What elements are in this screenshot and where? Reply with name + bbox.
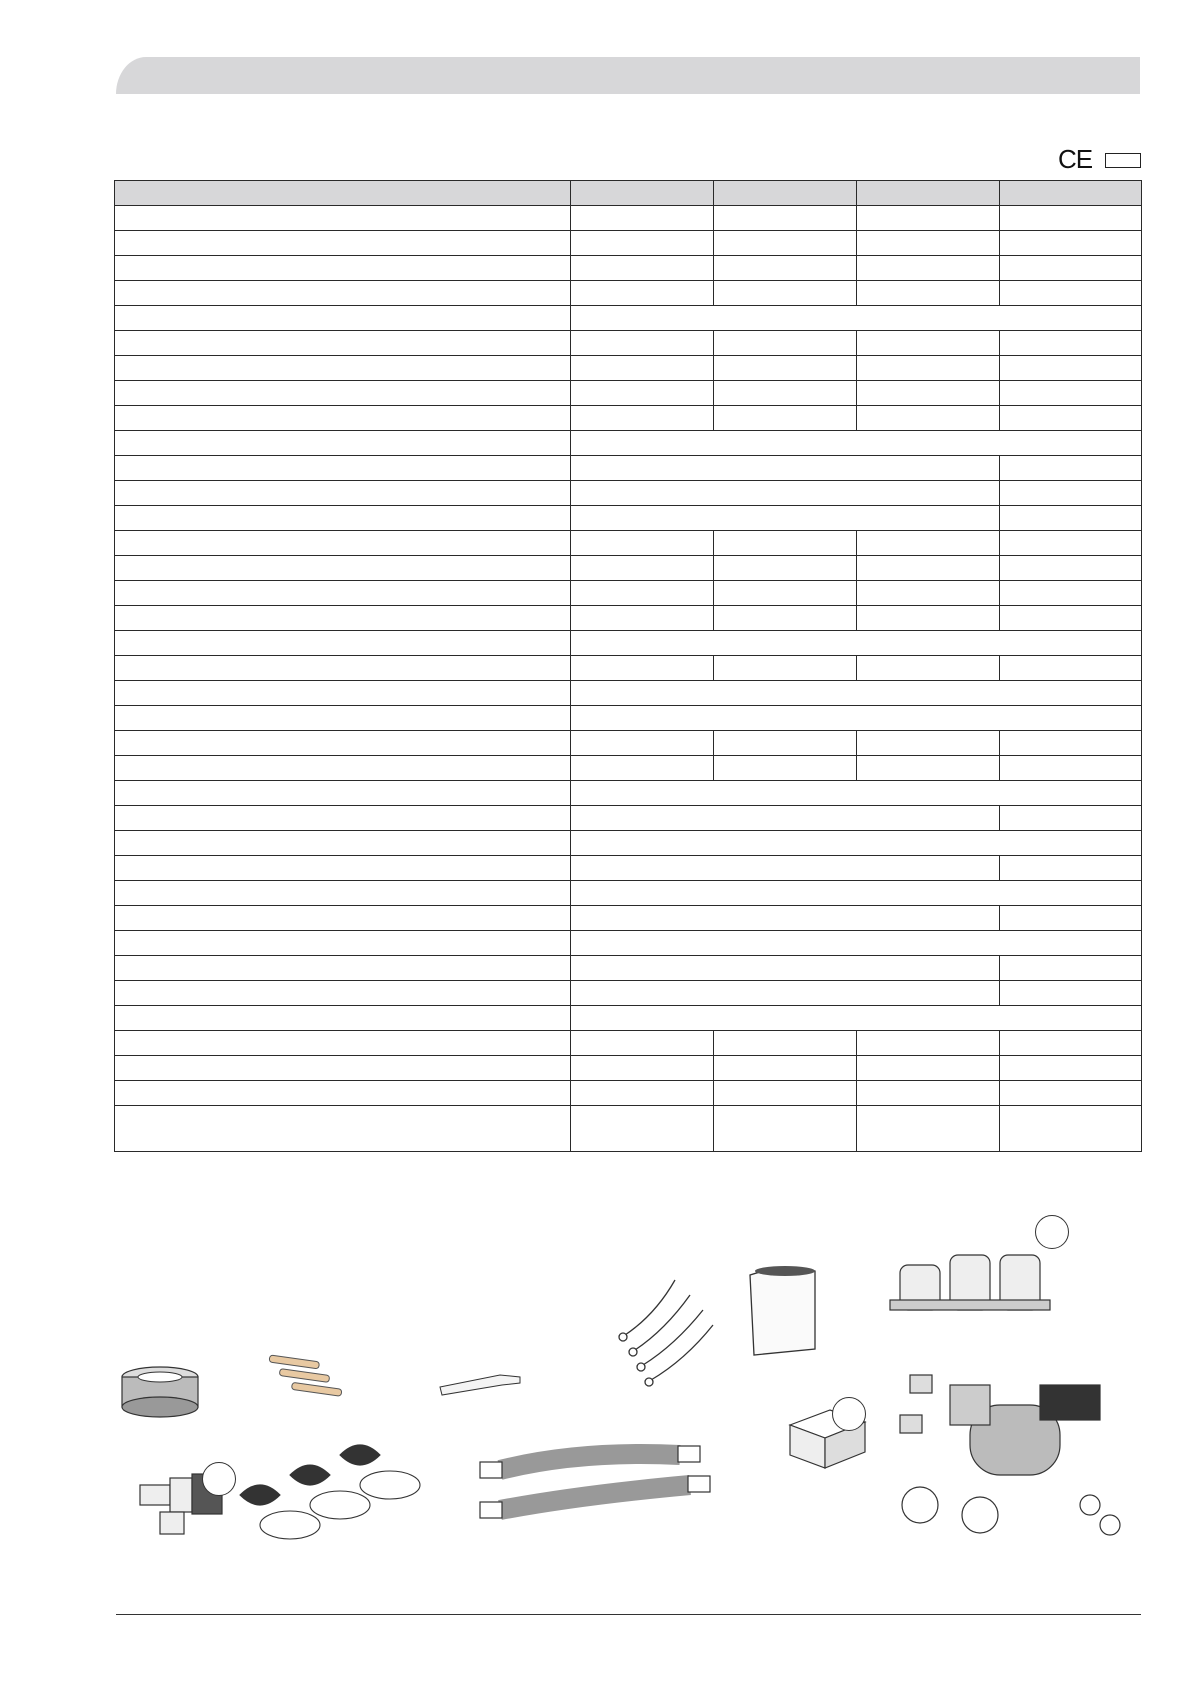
value-cell xyxy=(1000,381,1142,406)
value-cell xyxy=(1000,331,1142,356)
table-row xyxy=(115,506,1142,531)
value-cell-merged xyxy=(571,906,1000,931)
value-cell xyxy=(1000,581,1142,606)
value-cell xyxy=(1000,906,1142,931)
table-row xyxy=(115,856,1142,881)
value-cell-merged xyxy=(571,781,1142,806)
table-row xyxy=(115,456,1142,481)
table-row xyxy=(115,881,1142,906)
cable-ties-icon xyxy=(269,1355,342,1396)
row-label-cell xyxy=(115,331,571,356)
row-label-cell xyxy=(115,431,571,456)
value-cell xyxy=(571,331,714,356)
value-cell xyxy=(1000,956,1142,981)
value-cell xyxy=(857,356,1000,381)
value-cell xyxy=(1000,356,1142,381)
row-label-cell xyxy=(115,181,571,206)
row-label-cell xyxy=(115,681,571,706)
table-row xyxy=(115,931,1142,956)
value-cell xyxy=(1000,406,1142,431)
value-cell xyxy=(714,581,857,606)
value-cell-merged xyxy=(571,956,1000,981)
value-cell xyxy=(571,1106,714,1152)
table-row xyxy=(115,381,1142,406)
value-cell-merged xyxy=(571,881,1142,906)
value-cell xyxy=(857,1081,1000,1106)
table-row xyxy=(115,606,1142,631)
row-label-cell xyxy=(115,206,571,231)
row-label-cell xyxy=(115,1081,571,1106)
table-row xyxy=(115,531,1142,556)
value-cell xyxy=(857,606,1000,631)
value-cell xyxy=(1000,556,1142,581)
value-cell xyxy=(1000,1031,1142,1056)
value-cell xyxy=(571,256,714,281)
value-cell xyxy=(1000,506,1142,531)
row-label-cell xyxy=(115,931,571,956)
row-label-cell xyxy=(115,831,571,856)
table-row xyxy=(115,1106,1142,1152)
row-label-cell xyxy=(115,606,571,631)
value-cell xyxy=(857,406,1000,431)
value-cell xyxy=(571,1081,714,1106)
table-row xyxy=(115,406,1142,431)
row-label-cell xyxy=(115,556,571,581)
flexible-hose-icon xyxy=(480,1446,710,1518)
row-label-cell xyxy=(115,631,571,656)
row-label-cell xyxy=(115,856,571,881)
value-cell xyxy=(1000,531,1142,556)
value-cell xyxy=(714,756,857,781)
value-cell xyxy=(714,231,857,256)
table-row xyxy=(115,631,1142,656)
row-label-cell xyxy=(115,1056,571,1081)
row-label-cell xyxy=(115,731,571,756)
value-cell xyxy=(714,381,857,406)
value-cell-merged xyxy=(571,1006,1142,1031)
value-cell xyxy=(571,756,714,781)
value-cell-merged xyxy=(571,681,1142,706)
value-cell xyxy=(714,606,857,631)
value-cell-merged xyxy=(571,856,1000,881)
row-label-cell xyxy=(115,581,571,606)
value-cell xyxy=(857,1106,1000,1152)
value-cell xyxy=(1000,1081,1142,1106)
value-cell xyxy=(571,206,714,231)
value-cell xyxy=(857,231,1000,256)
value-cell-merged xyxy=(571,831,1142,856)
value-cell xyxy=(714,1056,857,1081)
row-label-cell xyxy=(115,906,571,931)
value-cell-merged xyxy=(571,631,1142,656)
heat-paste-tube-icon xyxy=(440,1375,520,1395)
row-label-cell xyxy=(115,1006,571,1031)
table-row xyxy=(115,706,1142,731)
table-row xyxy=(115,1031,1142,1056)
value-cell xyxy=(1000,206,1142,231)
value-cell xyxy=(1000,281,1142,306)
accessories-illustration xyxy=(110,1195,1150,1575)
table-row xyxy=(115,1006,1142,1031)
value-cell xyxy=(857,756,1000,781)
row-label-cell xyxy=(115,956,571,981)
value-cell-merged xyxy=(571,431,1142,456)
value-cell xyxy=(714,281,857,306)
table-row xyxy=(115,656,1142,681)
value-cell xyxy=(1000,1106,1142,1152)
value-cell xyxy=(857,181,1000,206)
value-cell xyxy=(1000,731,1142,756)
value-cell xyxy=(571,531,714,556)
table-row xyxy=(115,956,1142,981)
value-cell xyxy=(1000,606,1142,631)
value-cell xyxy=(571,581,714,606)
value-cell xyxy=(857,206,1000,231)
value-cell xyxy=(1000,656,1142,681)
table-row xyxy=(115,756,1142,781)
value-cell xyxy=(857,1031,1000,1056)
row-label-cell xyxy=(115,1106,571,1152)
table-row xyxy=(115,306,1142,331)
table-row xyxy=(115,281,1142,306)
value-cell xyxy=(714,356,857,381)
value-cell xyxy=(571,381,714,406)
row-label-cell xyxy=(115,281,571,306)
value-cell-merged xyxy=(571,706,1142,731)
value-cell xyxy=(857,656,1000,681)
ce-number-box xyxy=(1105,153,1141,168)
table-row xyxy=(115,781,1142,806)
row-label-cell xyxy=(115,981,571,1006)
aluminium-tape-sheet-icon xyxy=(750,1266,815,1355)
insulation-tape-icon xyxy=(122,1367,198,1417)
value-cell-merged xyxy=(571,306,1142,331)
value-cell xyxy=(857,1056,1000,1081)
callout-circle-valve xyxy=(202,1462,236,1496)
value-cell xyxy=(714,206,857,231)
value-cell xyxy=(714,1081,857,1106)
value-cell xyxy=(857,556,1000,581)
header-band xyxy=(116,57,1140,94)
row-label-cell xyxy=(115,706,571,731)
value-cell xyxy=(714,656,857,681)
outdoor-sensor-icon xyxy=(240,1445,420,1539)
row-label-cell xyxy=(115,1031,571,1056)
value-cell xyxy=(571,731,714,756)
value-cell xyxy=(571,1056,714,1081)
circulation-pump-icon xyxy=(900,1375,1120,1535)
table-row xyxy=(115,556,1142,581)
row-label-cell xyxy=(115,781,571,806)
table-row xyxy=(115,731,1142,756)
table-row xyxy=(115,356,1142,381)
value-cell xyxy=(571,556,714,581)
row-label-cell xyxy=(115,231,571,256)
ce-mark-icon: CE xyxy=(1058,144,1093,174)
value-cell xyxy=(714,406,857,431)
row-label-cell xyxy=(115,406,571,431)
row-label-cell xyxy=(115,506,571,531)
value-cell-merged xyxy=(571,456,1000,481)
row-label-cell xyxy=(115,756,571,781)
table-row xyxy=(115,231,1142,256)
row-label-cell xyxy=(115,356,571,381)
value-cell xyxy=(857,531,1000,556)
value-cell xyxy=(714,256,857,281)
value-cell xyxy=(857,256,1000,281)
value-cell xyxy=(714,331,857,356)
value-cell xyxy=(714,181,857,206)
table-row xyxy=(115,1081,1142,1106)
value-cell xyxy=(1000,1056,1142,1081)
table-row xyxy=(115,206,1142,231)
value-cell xyxy=(714,556,857,581)
value-cell xyxy=(571,606,714,631)
footer-rule xyxy=(116,1614,1141,1615)
row-label-cell xyxy=(115,306,571,331)
technical-data-table xyxy=(114,180,1142,1152)
row-label-cell xyxy=(115,381,571,406)
value-cell xyxy=(571,656,714,681)
value-cell-merged xyxy=(571,931,1142,956)
value-cell xyxy=(714,1106,857,1152)
table-row xyxy=(115,256,1142,281)
value-cell xyxy=(714,731,857,756)
value-cell xyxy=(1000,856,1142,881)
value-cell xyxy=(714,531,857,556)
table-row xyxy=(115,831,1142,856)
table-header-row xyxy=(115,181,1142,206)
table-row xyxy=(115,431,1142,456)
table-row xyxy=(115,581,1142,606)
row-label-cell xyxy=(115,481,571,506)
row-label-cell xyxy=(115,256,571,281)
value-cell xyxy=(857,581,1000,606)
callout-circle-filters xyxy=(1035,1215,1069,1249)
row-label-cell xyxy=(115,456,571,481)
value-cell xyxy=(1000,456,1142,481)
callout-circle-junction-box xyxy=(832,1397,866,1431)
value-cell-merged xyxy=(571,981,1000,1006)
value-cell xyxy=(571,181,714,206)
value-cell-merged xyxy=(571,806,1000,831)
value-cell xyxy=(571,281,714,306)
table-row xyxy=(115,981,1142,1006)
temperature-sensor-icon xyxy=(619,1280,713,1386)
table-row xyxy=(115,331,1142,356)
value-cell xyxy=(857,381,1000,406)
value-cell xyxy=(857,331,1000,356)
particle-filter-icon xyxy=(890,1255,1050,1310)
table-row xyxy=(115,681,1142,706)
table-row xyxy=(115,806,1142,831)
table-row xyxy=(115,906,1142,931)
value-cell xyxy=(857,731,1000,756)
value-cell xyxy=(1000,481,1142,506)
value-cell-merged xyxy=(571,481,1000,506)
value-cell xyxy=(571,356,714,381)
row-label-cell xyxy=(115,656,571,681)
row-label-cell xyxy=(115,531,571,556)
value-cell xyxy=(1000,231,1142,256)
value-cell xyxy=(1000,181,1142,206)
value-cell xyxy=(571,1031,714,1056)
value-cell xyxy=(571,406,714,431)
value-cell xyxy=(1000,806,1142,831)
table-row xyxy=(115,1056,1142,1081)
table-row xyxy=(115,481,1142,506)
value-cell xyxy=(1000,256,1142,281)
value-cell xyxy=(714,1031,857,1056)
row-label-cell xyxy=(115,881,571,906)
value-cell xyxy=(1000,981,1142,1006)
value-cell xyxy=(1000,756,1142,781)
value-cell-merged xyxy=(571,506,1000,531)
value-cell xyxy=(857,281,1000,306)
row-label-cell xyxy=(115,806,571,831)
value-cell xyxy=(571,231,714,256)
